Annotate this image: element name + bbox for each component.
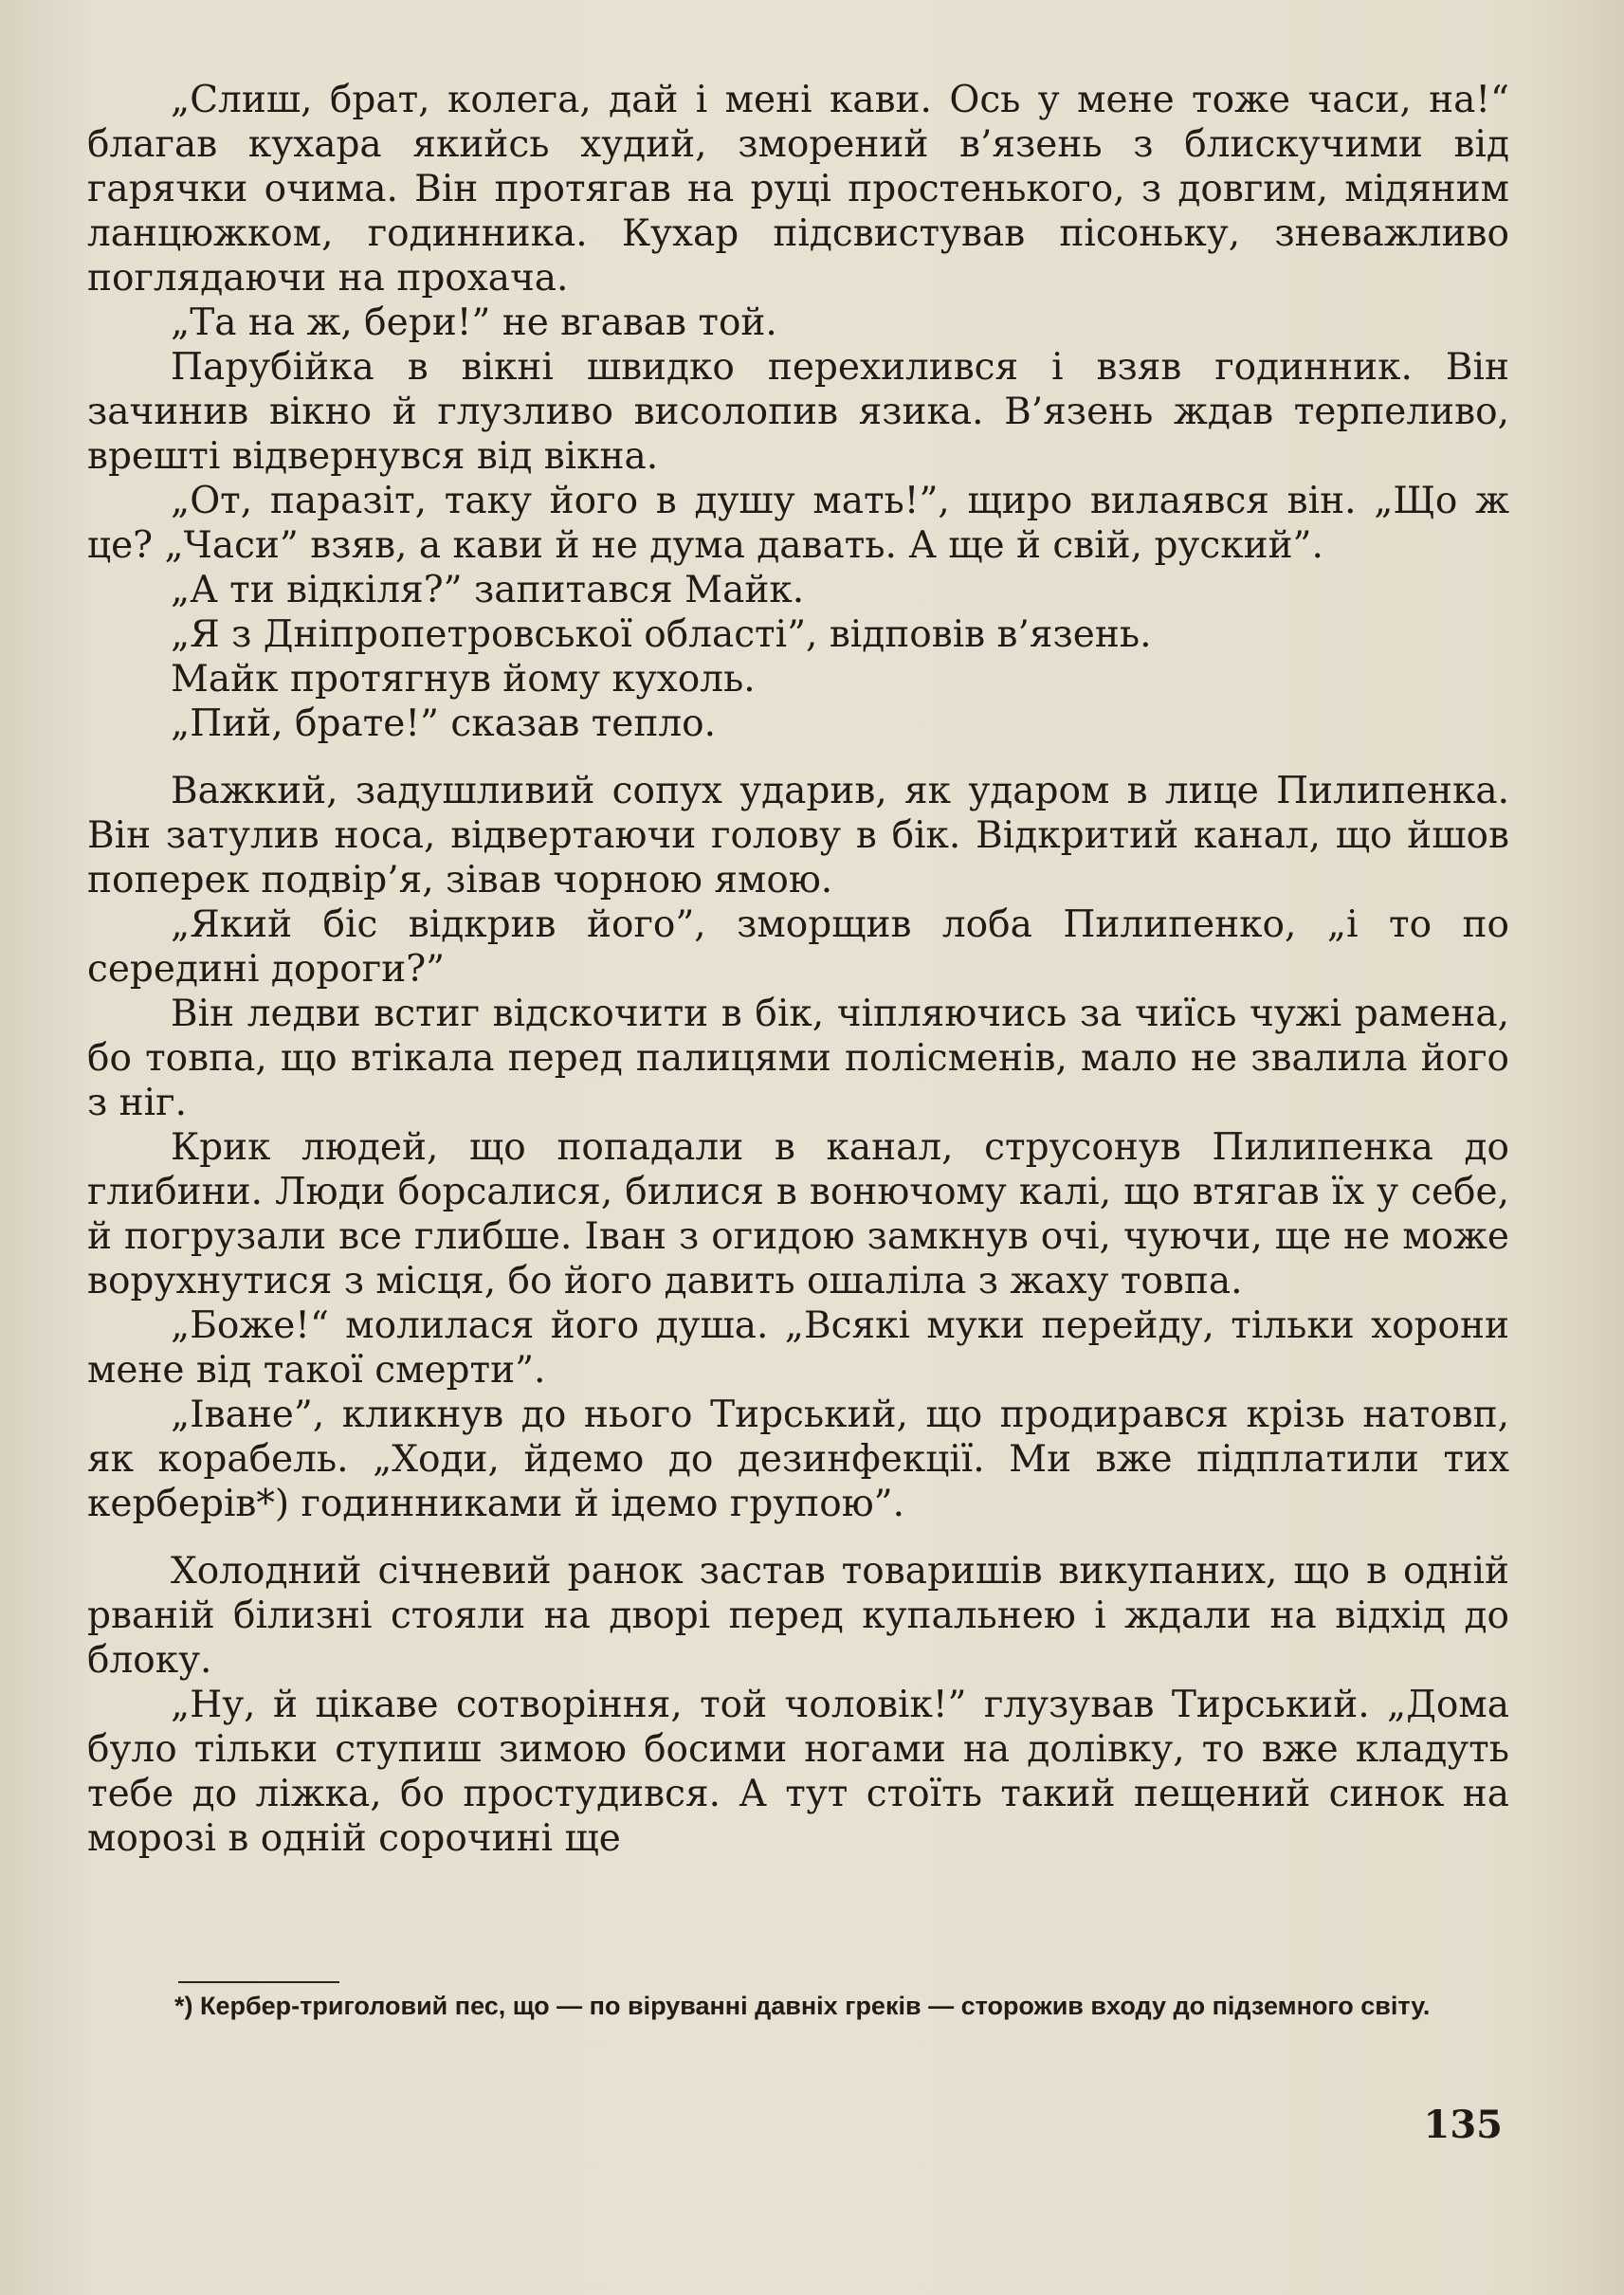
paragraph: „От, паразіт, таку його в душу мать!”, щиро вилаявся він. „Що ж це? „Часи” взяв, а кави й не дума давать. А ще й свій, руский”. (87, 480, 1509, 567)
paragraph: „А ти відкіля?” запитався Майк. (171, 569, 805, 611)
paragraph: Парубійка в вікні швидко перехилився і взяв годинник. Він зачинив вікно й глузливо висолопив язика. В’язень ждав терпеливо, врешті відвернувся від вікна. (87, 346, 1509, 478)
paragraph: „Та на ж, бери!” не вгавав той. (171, 301, 777, 344)
paragraph: „Пий, брате!” сказав тепло. (171, 702, 717, 745)
footnote-divider (178, 1981, 339, 1983)
paragraph: Він ледви встиг відскочити в бік, чіпляючись за чиїсь чужі рамена, бо товпа, що втікала перед палицями полісменів, мало не звалила його з ніг. (87, 993, 1509, 1124)
footnote (95, 1988, 1512, 2024)
paragraph: Крик людей, що попадали в канал, струсонув Пилипенка до глибини. Люди борсалися, билися в вонючому калі, що втягав їх у себе, й погрузали все глибше. Іван з огидою замкнув очі, чуючи, ще не може ворухнутися з місця, бо його давить ошаліла з жаху товпа. (87, 1126, 1509, 1302)
paragraph: „Іване”, кликнув до нього Тирський, що продирався крізь натовп, як корабель. „Ходи, йдемо до дезинфекції. Ми вже підплатили тих керберів*) годинниками й ідемо групою”. (87, 1393, 1509, 1525)
paragraph: „Боже!“ молилася його душа. „Всякі муки перейду, тільки хорони мене від такої смерти”. (87, 1304, 1509, 1392)
paragraph: „Я з Дніпропетровської області”, відповів в’язень. (171, 613, 1152, 656)
page-number: 135 (1423, 2103, 1503, 2147)
paragraph: „Ну, й цікаве сотворіння, той чоловік!” глузував Тирський. „Дома було тільки ступиш зимою босими ногами на долівку, то вже кладуть тебе до ліжка, бо простудився. А тут стоїть такий пещений синок на морозі в одній сорочині ще (87, 1684, 1509, 1860)
paragraph: Холодний січневий ранок застав товаришів викупаних, що в одній рваній білизні стояли на дворі перед купальнею і ждали на відхід до блоку. (87, 1550, 1509, 1682)
paragraph: „Який біс відкрив його”, зморщив лоба Пилипенко, „і то по середині дороги?” (87, 903, 1509, 991)
paragraph: „Слиш, брат, колега, дай і мені кави. Ось у мене тоже часи, на!“ благав кухара якийсь худий, зморений в’язень з блискучими від гарячки очима. Він протягав на руці простенького, з довгим, мідяним ланцюжком, годинника. Кухар підсвистував пісоньку, зневажливо поглядаючи на прохача. (87, 79, 1509, 300)
footnote-text: *) Кербер-триголовий пес, що — по віруванні давніх греків — сторожив входу до підземного світу. (174, 1992, 1431, 2020)
paragraph: Важкий, задушливий сопух ударив, як ударом в лице Пилипенка. Він затулив носа, відвертаючи голову в бік. Відкритий канал, що йшов поперек подвір’я, зівав чорною ямою. (87, 770, 1509, 902)
main-text (87, 78, 1509, 1861)
paragraph: Майк протягнув йому кухоль. (171, 658, 756, 701)
